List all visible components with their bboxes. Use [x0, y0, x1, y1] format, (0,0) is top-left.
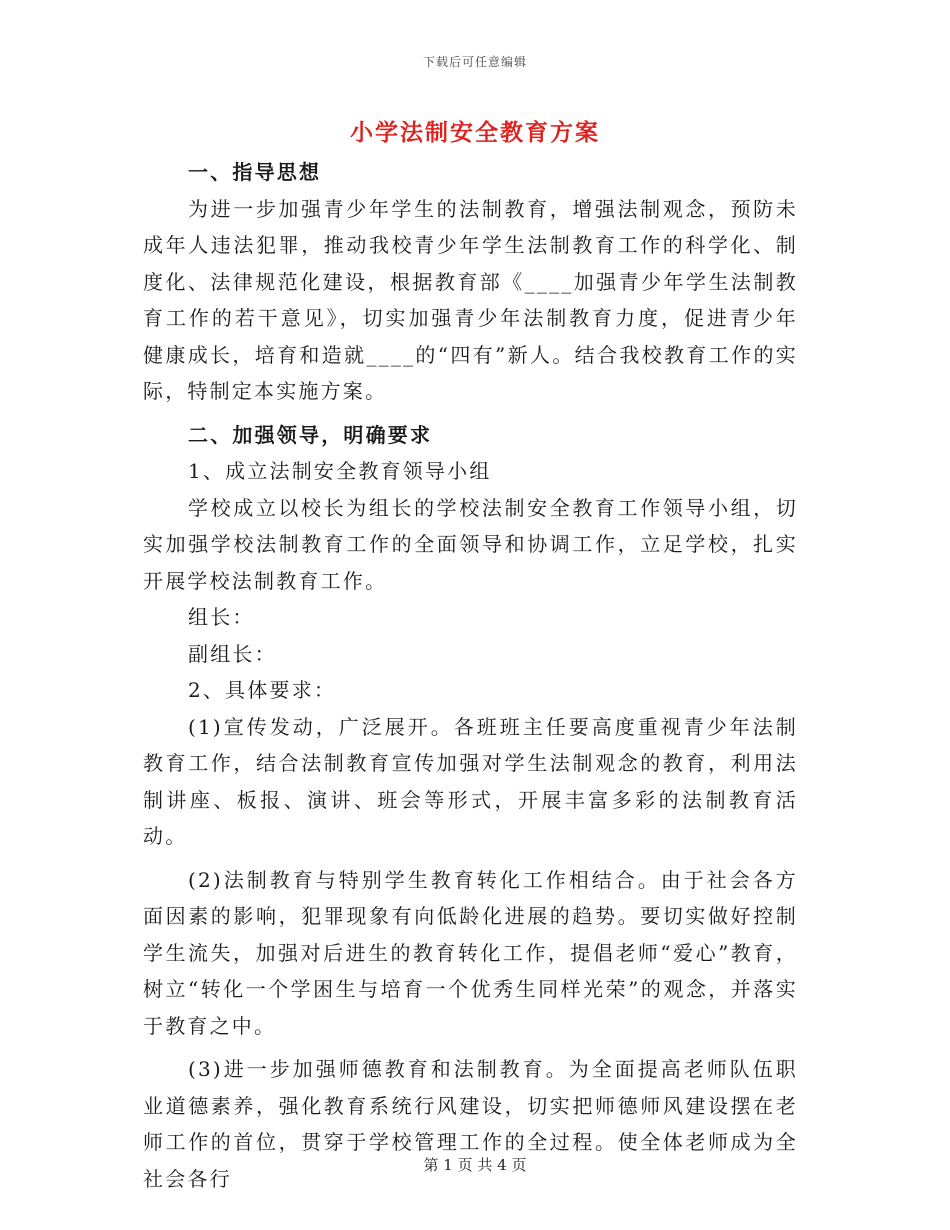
deputy-leader-label: 副组长：: [188, 641, 277, 666]
subheading-leadership-group: 1、成立法制安全教育领导小组: [188, 459, 492, 483]
requirement-item-2: (2)法制教育与特别学生教育转化工作相结合。由于社会各方面因素的影响，犯罪现象有向低龄化进展的趋势。要切实做好控制学生流失，加强对后进生的教育转化工作，提倡老师“爱心”教育，树立“转化一个学困生与培育一个优秀生同样光荣”的观念，并落实于教育之中。: [143, 867, 798, 1038]
requirement-item-3: (3)进一步加强师德教育和法制教育。为全面提高老师队伍职业道德素养，强化教育系统行风建设，切实把师德师风建设摆在老师工作的首位，贯穿于学校管理工作的全过程。使全体老师成为全社会各行: [143, 1057, 798, 1191]
section-heading-guiding-ideology: 一、指导思想: [188, 160, 322, 184]
document-title: 小学法制安全教育方案: [350, 119, 600, 146]
page-header-note: 下载后可任意编辑: [422, 55, 527, 69]
paragraph-leadership-group: 学校成立以校长为组长的学校法制安全教育工作领导小组，切实加强学校法制教育工作的全面领导和协调工作，立足学校，扎实开展学校法制教育工作。: [143, 495, 798, 593]
group-leader-label: 组长：: [188, 605, 255, 629]
section-heading-leadership: 二、加强领导，明确要求: [188, 422, 433, 447]
document-body: [143, 154, 798, 1197]
page-number-footer: 第 1 页 共 4 页: [423, 1156, 527, 1174]
subheading-specific-requirements: 2、具体要求：: [188, 678, 337, 702]
requirement-item-1: (1)宣传发动，广泛展开。各班班主任要高度重视青少年法制教育工作，结合法制教育宣传加强对学生法制观念的教育，利用法制讲座、板报、演讲、班会等形式，开展丰富多彩的法制教育活动。: [143, 714, 798, 848]
paragraph-guiding-ideology: 为进一步加强青少年学生的法制教育，增强法制观念，预防未成年人违法犯罪，推动我校青少年学生法制教育工作的科学化、制度化、法律规范化建设，根据教育部《____加强青少年学生法制教育工作的若干意见》，切实加强青少年法制教育力度，促进青少年健康成长，培育和造就____的“四有”新人。结合我校教育工作的实际，特制定本实施方案。: [143, 196, 798, 403]
